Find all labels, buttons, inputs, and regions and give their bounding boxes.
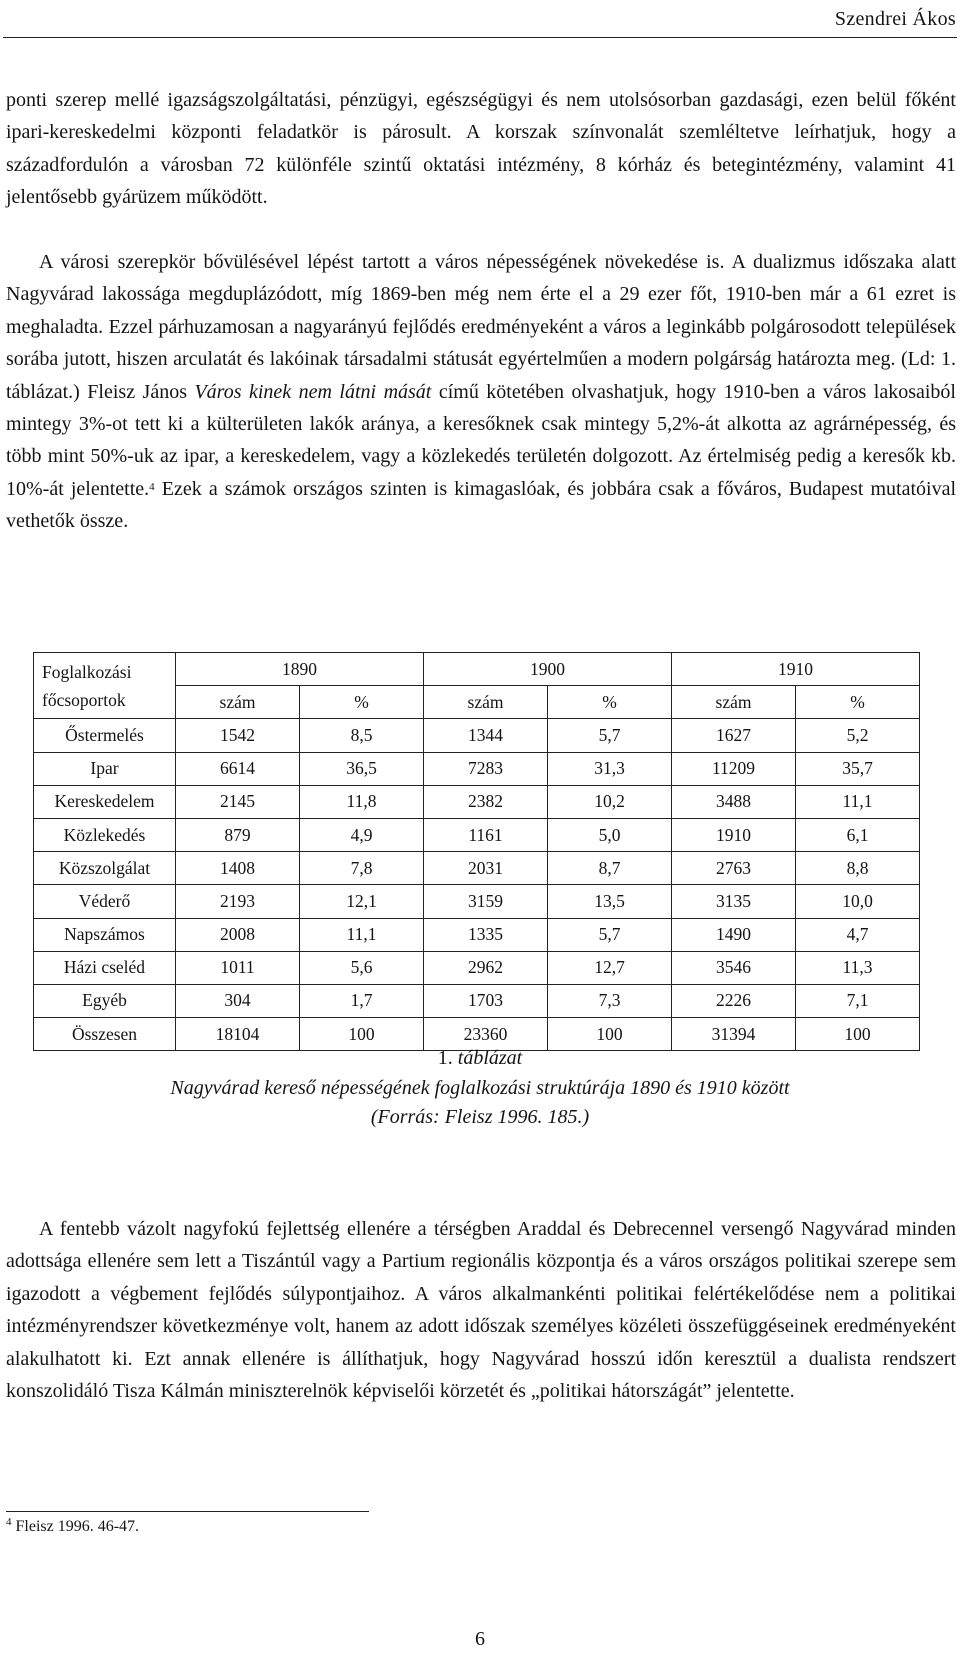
footnote-rule: [6, 1511, 369, 1512]
footnote-reference[interactable]: 4: [149, 480, 155, 493]
table-cell: 11,1: [300, 918, 424, 951]
table-caption-source: [0, 1103, 960, 1131]
paragraph-text: A fentebb vázolt nagyfokú fejlettség ellenére a térségben Araddal és Debrecennel versengő Nagyvárad minden adottsága ellenére sem lett a Tiszántúl vagy a Partium regionális központja és a város országos politikai szerepe sem igazodott a végbement fejlődés súlypontjaihoz. A város alkalmankénti politikai felértékelődése nem a politikai intézményrendszer következménye volt, hanem az adott időszak személyes közéleti összefüggéseinek eredményeként alakulhatott ki. Ezt annak ellenére is állíthatjuk, hogy Nagyvárad hosszú időn keresztül a dualista rendszert konszolidáló Tisza Kálmán miniszterelnök képviselői körzetét és „politikai hátországát” jelentette.: [6, 1218, 956, 1403]
table-cell: 3135: [672, 885, 796, 918]
table-cell: 8,7: [548, 852, 672, 885]
table-row: [34, 918, 920, 951]
page-number: 6: [475, 1628, 485, 1650]
table-cell: 1910: [672, 818, 796, 851]
table-cell: 7,3: [548, 984, 672, 1017]
table-cell: 2226: [672, 984, 796, 1017]
table-cell: 100: [796, 1018, 920, 1051]
paragraph-text-part: A városi szerepkör bővülésével lépést tartott a város népességének növekedése is. A dualizmus időszaka alatt Nagyvárad lakossága megduplázódott, míg 1869-ben még nem érte el a 29 ezer főt, 1910-ben már a 61 ezret is meghaladta. Ezzel párhuzamosan a nagyarányú fejlődés eredményeként a város a leginkább polgárosodott települések sorába jutott, hiszen arculatát és lakóinak társadalmi státusát egyértelműen a modern polgárság határozta meg. (Ld: 1. táblázat.) Fleisz János: [6, 251, 956, 403]
year-header: 1900: [424, 653, 672, 686]
row-category-cell: Ipar: [34, 752, 176, 785]
table-cell: 2145: [176, 785, 300, 818]
table-cell: 7,8: [300, 852, 424, 885]
footnote-text: Fleisz 1996. 46-47.: [11, 1518, 140, 1535]
paragraph-text-part: Ezek a számok országos szinten is kimagaslóak, és jobbára csak a főváros, Budapest mutatóival vethetők össze.: [6, 477, 957, 533]
caption-title: Nagyvárad kereső népességének foglalkozási struktúrája 1890 és 1910 között: [170, 1077, 790, 1099]
table-cell: 6,1: [796, 818, 920, 851]
table-cell: 5,2: [796, 719, 920, 752]
table-cell: 3488: [672, 785, 796, 818]
table-cell: 7283: [424, 752, 548, 785]
subheader-cell: szám: [424, 686, 548, 719]
table-cell: 11,3: [796, 951, 920, 984]
table-cell: 12,1: [300, 885, 424, 918]
occupation-table: [33, 652, 920, 1051]
table-row: [34, 785, 920, 818]
table-body: [34, 719, 920, 1051]
table-cell: 100: [548, 1018, 672, 1051]
row-category-cell: Közszolgálat: [34, 852, 176, 885]
table-row: [34, 719, 920, 752]
paragraph-continued: [6, 84, 956, 214]
caption-label: táblázat: [457, 1047, 523, 1069]
table-row: [34, 818, 920, 851]
footnote-mark: 4: [6, 1516, 12, 1528]
table-cell: 5,7: [548, 719, 672, 752]
table-header-row: [34, 653, 920, 686]
header-rule: [3, 37, 957, 38]
table-cell: 2962: [424, 951, 548, 984]
table-cell: 31394: [672, 1018, 796, 1051]
row-category-cell: Kereskedelem: [34, 785, 176, 818]
paragraph-text: ponti szerep mellé igazságszolgáltatási, pénzügyi, egészségügyi és nem utolsósorban gazdasági, ezen belül főként ipari-kereskedelmi központi feladatkör is párosult. A korszak színvonalát szemléltetve leírhatjuk, hogy a századfordulón a városban 72 különféle szintű oktatási intézmény, 8 kórház és betegintézmény, valamint 41 jelentősebb gyárüzem működött.: [6, 89, 956, 209]
table-cell: 13,5: [548, 885, 672, 918]
table-cell: 1703: [424, 984, 548, 1017]
table-cell: 10,0: [796, 885, 920, 918]
caption-source: (Forrás: Fleisz 1996. 185.): [370, 1106, 590, 1128]
table-cell: 5,6: [300, 951, 424, 984]
table-row: [34, 752, 920, 785]
table-cell: 10,2: [548, 785, 672, 818]
table-caption-title: [0, 1074, 960, 1102]
table-row: [34, 885, 920, 918]
table-cell: 5,0: [548, 818, 672, 851]
table-cell: 4,9: [300, 818, 424, 851]
table-cell: 11,8: [300, 785, 424, 818]
table-cell: 2382: [424, 785, 548, 818]
table-cell: 304: [176, 984, 300, 1017]
year-header: 1890: [176, 653, 424, 686]
row-category-cell: Véderő: [34, 885, 176, 918]
table-caption-number: [0, 1044, 960, 1072]
table-cell: 7,1: [796, 984, 920, 1017]
table-cell: 1011: [176, 951, 300, 984]
table-cell: 23360: [424, 1018, 548, 1051]
table-row: [34, 984, 920, 1017]
table-cell: 36,5: [300, 752, 424, 785]
table-cell: 1627: [672, 719, 796, 752]
table-cell: 1490: [672, 918, 796, 951]
footnote: [6, 1518, 139, 1536]
table-cell: 18104: [176, 1018, 300, 1051]
row-category-cell: Őstermelés: [34, 719, 176, 752]
row-category-cell: Közlekedés: [34, 818, 176, 851]
table-row: [34, 951, 920, 984]
table-cell: 8,5: [300, 719, 424, 752]
year-header: 1910: [672, 653, 920, 686]
table-cell: 11209: [672, 752, 796, 785]
table-cell: 100: [300, 1018, 424, 1051]
table-cell: 1542: [176, 719, 300, 752]
paragraph-text-part: című kötetében olvashatjuk, hogy 1910-ben a város lakosaiból mintegy 3%-ot tett ki a külterületen lakók aránya, a keresőknek csak mintegy 5,2%-át alkotta az agrárnépesség, és több mint 50%-uk az ipar, a kereskedelem, vagy a közlekedés területén dolgozott. Az értelmiség pedig a keresők kb. 10%-át jelentette.: [6, 380, 956, 500]
table-cell: 2031: [424, 852, 548, 885]
running-header-author: Szendrei Ákos: [834, 8, 956, 30]
caption-number: 1.: [437, 1047, 453, 1069]
row-category-cell: Házi cseléd: [34, 951, 176, 984]
table-cell: 6614: [176, 752, 300, 785]
paragraph-population: [6, 246, 956, 538]
table-cell: 3546: [672, 951, 796, 984]
paragraph-text: [6, 246, 956, 538]
table-cell: 1408: [176, 852, 300, 885]
subheader-cell: szám: [672, 686, 796, 719]
book-title: Város kinek nem látni mását: [194, 380, 432, 403]
table-row: [34, 852, 920, 885]
table-cell: 12,7: [548, 951, 672, 984]
table-cell: 11,1: [796, 785, 920, 818]
table-corner-label: Foglalkozási főcsoportok: [34, 653, 176, 719]
table-cell: 2763: [672, 852, 796, 885]
table-cell: 3159: [424, 885, 548, 918]
table-cell: 31,3: [548, 752, 672, 785]
table-cell: 1344: [424, 719, 548, 752]
paragraph-politics: [6, 1213, 956, 1407]
row-category-cell: Egyéb: [34, 984, 176, 1017]
subheader-cell: %: [796, 686, 920, 719]
table-cell: 8,8: [796, 852, 920, 885]
table-cell: 4,7: [796, 918, 920, 951]
table-cell: 1335: [424, 918, 548, 951]
table-cell: 5,7: [548, 918, 672, 951]
table-cell: 2008: [176, 918, 300, 951]
table-cell: 2193: [176, 885, 300, 918]
subheader-cell: %: [300, 686, 424, 719]
table-cell: 879: [176, 818, 300, 851]
table-cell: 1,7: [300, 984, 424, 1017]
row-category-cell: Napszámos: [34, 918, 176, 951]
row-category-cell: Összesen: [34, 1018, 176, 1051]
table-cell: 35,7: [796, 752, 920, 785]
subheader-cell: szám: [176, 686, 300, 719]
subheader-cell: %: [548, 686, 672, 719]
table-cell: 1161: [424, 818, 548, 851]
